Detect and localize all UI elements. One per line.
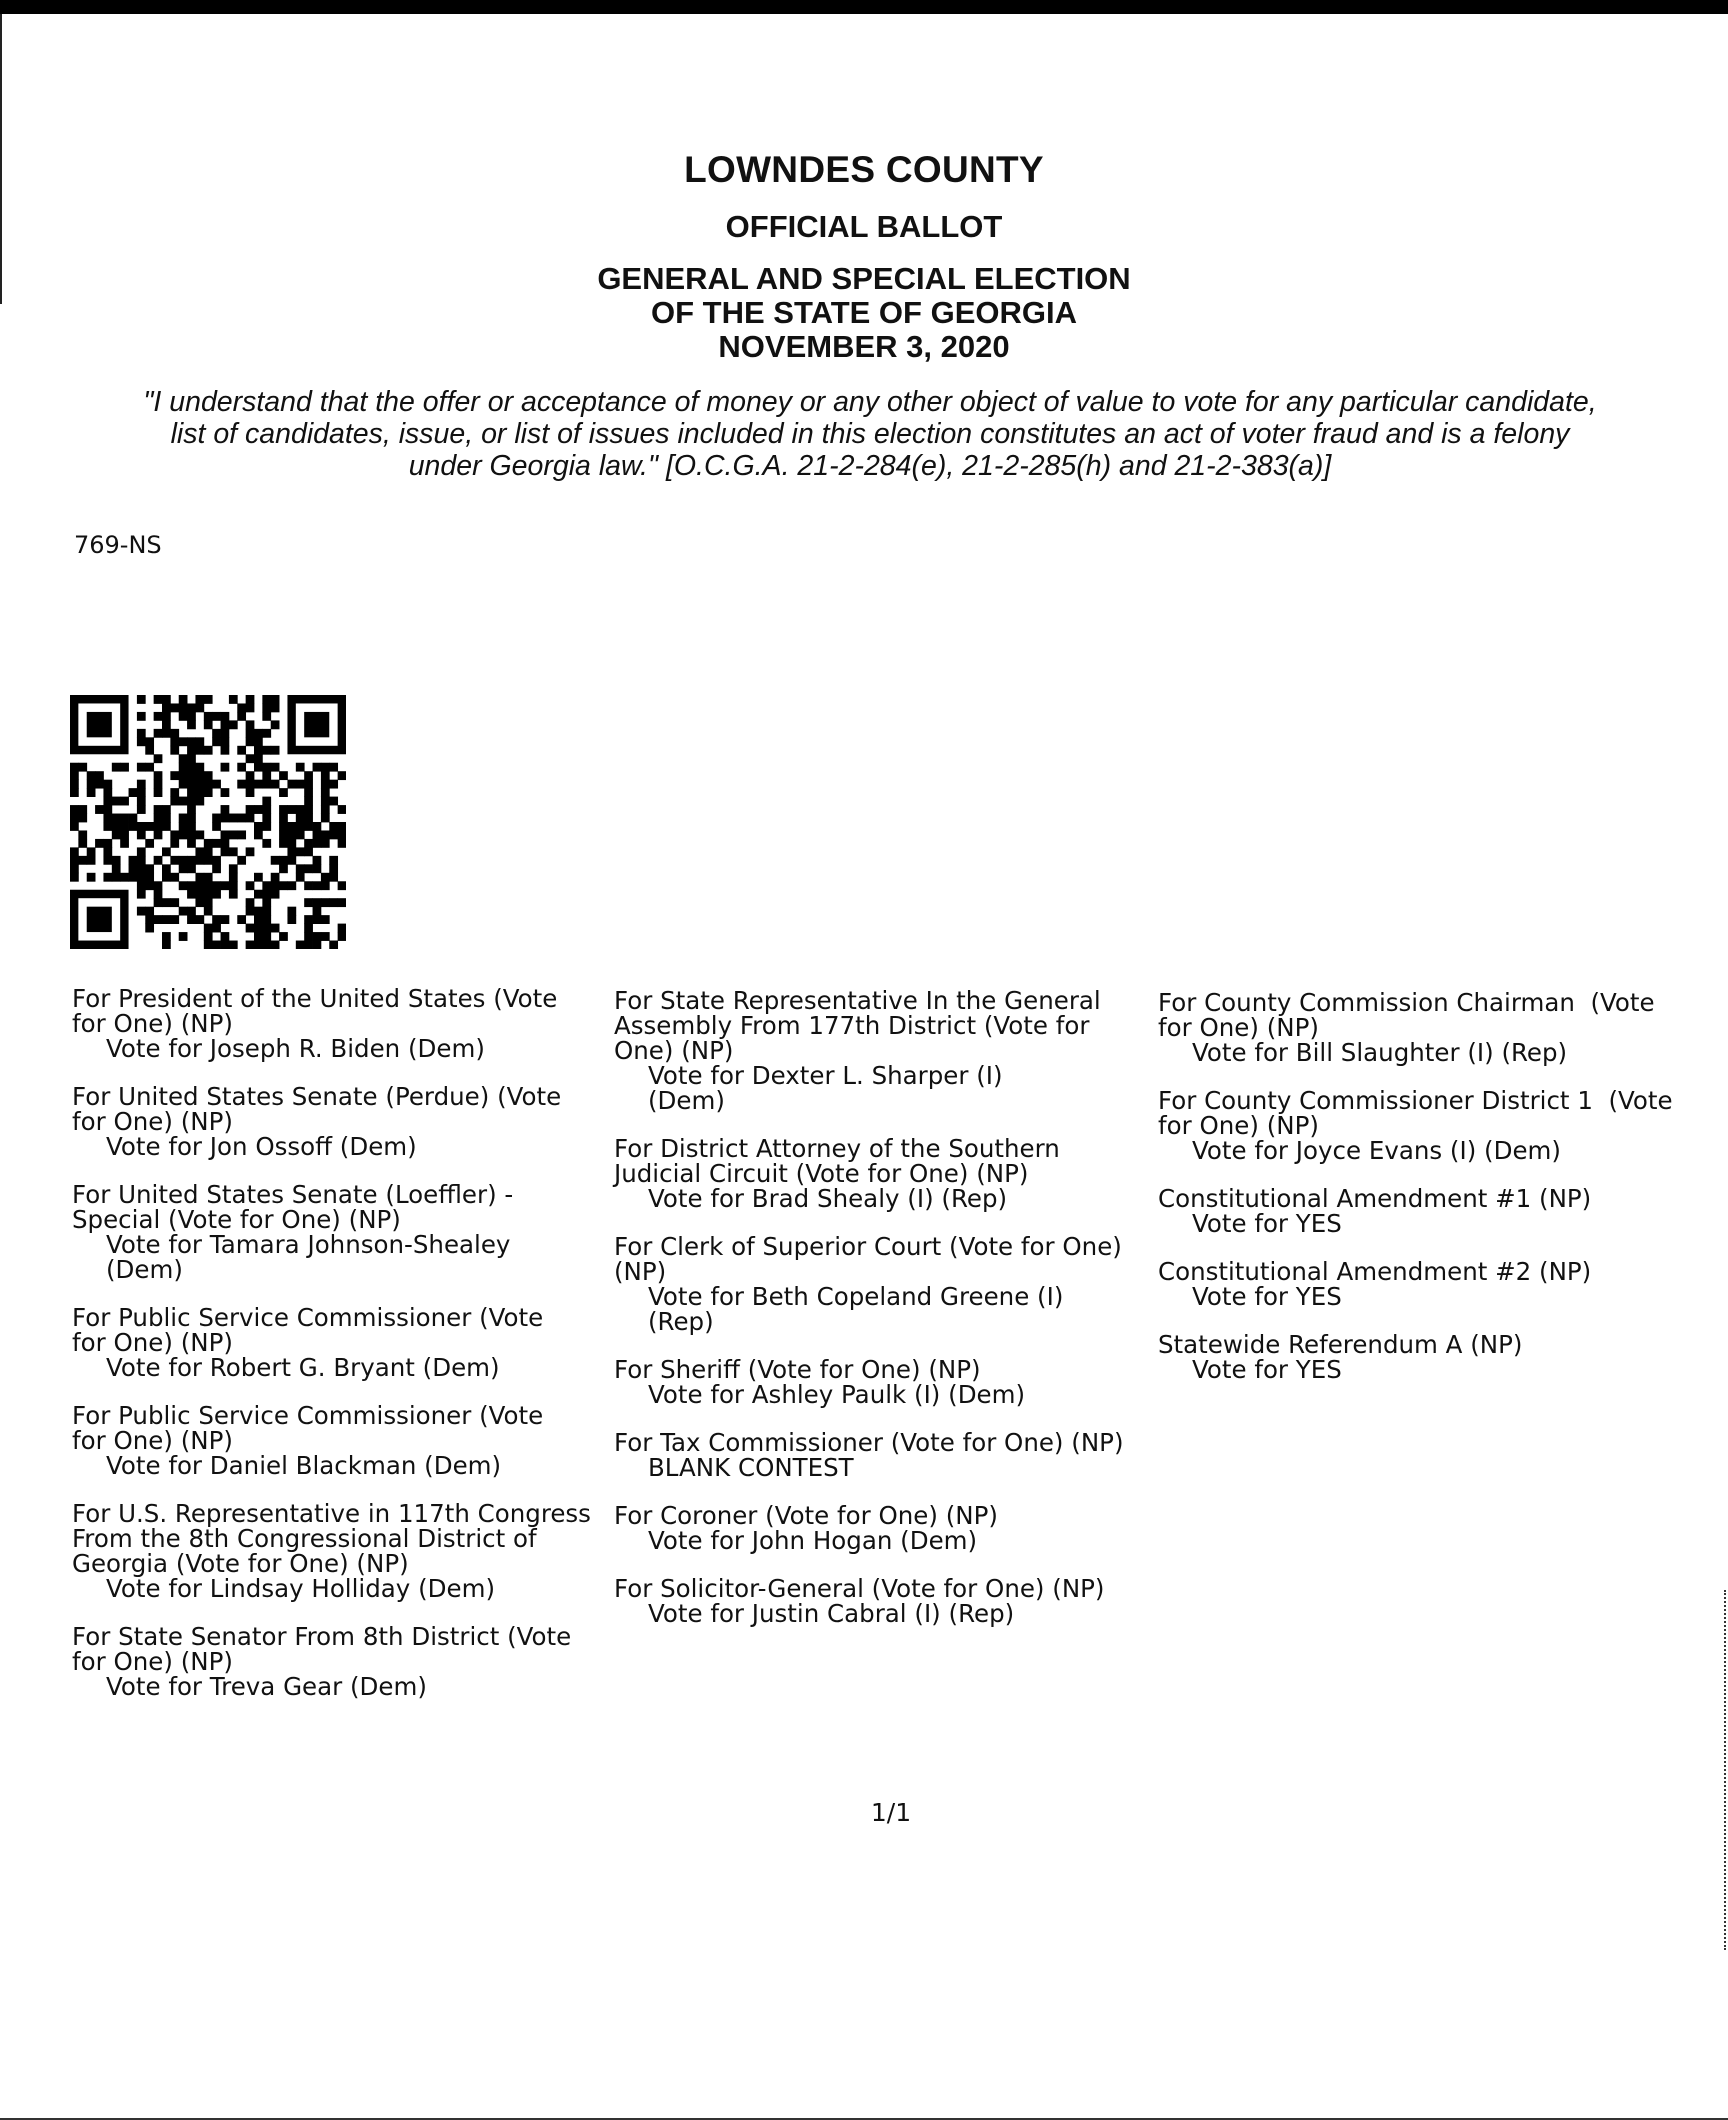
statement-line-3: under Georgia law." [O.C.G.A. 21-2-284(e), 21-2-285(h) and 21-2-383(a)] [408, 450, 1332, 482]
contest [72, 1182, 612, 1282]
contest [1158, 1186, 1728, 1236]
contest-choice: Vote for Joseph R. Biden (Dem) [106, 1034, 485, 1063]
contest-choice: Vote for Justin Cabral (I) (Rep) [648, 1599, 1015, 1628]
contest [72, 1624, 612, 1699]
contest-choice: Vote for Tamara Johnson-Shealey (Dem) [106, 1230, 511, 1284]
contest-column-1 [72, 986, 612, 1722]
contest-choice: Vote for Robert G. Bryant (Dem) [106, 1353, 500, 1382]
contest [72, 1403, 612, 1478]
contest [614, 1503, 1154, 1553]
contest [1158, 990, 1728, 1065]
contest [614, 1234, 1154, 1334]
contest-choice: Vote for Lindsay Holliday (Dem) [106, 1574, 495, 1603]
contest-title: Statewide Referendum A (NP) [1158, 1330, 1523, 1359]
contest-choice: Vote for YES [1192, 1282, 1342, 1311]
scan-edge-top [0, 0, 1728, 14]
contest-title: For State Senator From 8th District (Vote for One) (NP) [72, 1622, 572, 1676]
contest-choice: Vote for Daniel Blackman (Dem) [106, 1451, 502, 1480]
contest-choice: Vote for Ashley Paulk (I) (Dem) [648, 1380, 1026, 1409]
ballot-header [0, 148, 1728, 364]
contest [1158, 1259, 1728, 1309]
contest-choice: Vote for YES [1192, 1355, 1342, 1384]
contest-title: Constitutional Amendment #1 (NP) [1158, 1184, 1592, 1213]
contest-choice: BLANK CONTEST [648, 1453, 854, 1482]
contest-title: For President of the United States (Vote for One) (NP) [72, 984, 558, 1038]
contest-choice: Vote for Joyce Evans (I) (Dem) [1192, 1136, 1561, 1165]
ballot-type: OFFICIAL BALLOT [725, 209, 1003, 244]
voter-fraud-statement [70, 386, 1670, 482]
contest-column-2 [614, 988, 1154, 1649]
contest-choice: Vote for Treva Gear (Dem) [106, 1672, 427, 1701]
contest-title: Constitutional Amendment #2 (NP) [1158, 1257, 1592, 1286]
contest [614, 1576, 1154, 1626]
contest-title: For Public Service Commissioner (Vote for One) (NP) [72, 1401, 544, 1455]
contest-title: For Coroner (Vote for One) (NP) [614, 1501, 998, 1530]
contest [614, 1357, 1154, 1407]
contest-title: For Sheriff (Vote for One) (NP) [614, 1355, 981, 1384]
contest-title: For U.S. Representative in 117th Congress From the 8th Congressional District of Georgia (Vote for One) (NP) [72, 1499, 591, 1578]
contest-title: For County Commissioner District 1 (Vote for One) (NP) [1158, 1086, 1673, 1140]
contest-title: For State Representative In the General Assembly From 177th District (Vote for One) (NP) [614, 986, 1101, 1065]
contest [1158, 1332, 1728, 1382]
statement-line-1: "I understand that the offer or acceptance of money or any other object of value to vote for any particular candidate, [143, 386, 1597, 418]
election-title-line-1: GENERAL AND SPECIAL ELECTION [597, 261, 1131, 296]
contest-choice: Vote for Jon Ossoff (Dem) [106, 1132, 417, 1161]
contest-title: For Tax Commissioner (Vote for One) (NP) [614, 1428, 1124, 1457]
contest-choice: Vote for Brad Shealy (I) (Rep) [648, 1184, 1008, 1213]
contest-choice: Vote for Beth Copeland Greene (I) (Rep) [648, 1282, 1064, 1336]
contest [72, 986, 612, 1061]
contest-choice: Vote for Bill Slaughter (I) (Rep) [1192, 1038, 1568, 1067]
contest [72, 1305, 612, 1380]
contest-title: For District Attorney of the Southern Judicial Circuit (Vote for One) (NP) [614, 1134, 1060, 1188]
contest-column-3 [1158, 990, 1728, 1405]
page-number: 1/1 [870, 1798, 912, 1827]
scan-edge-right [1722, 1590, 1726, 1950]
qr-code-icon [70, 695, 346, 949]
election-title-line-2: OF THE STATE OF GEORGIA [651, 295, 1077, 330]
contest-title: For Public Service Commissioner (Vote for One) (NP) [72, 1303, 544, 1357]
contest [614, 988, 1154, 1113]
contest-title: For County Commission Chairman (Vote for One) (NP) [1158, 990, 1655, 1042]
election-date: NOVEMBER 3, 2020 [718, 329, 1010, 364]
contest [614, 1430, 1154, 1480]
contest-choice: Vote for Dexter L. Sharper (I) (Dem) [648, 1061, 1003, 1115]
contest-title: For United States Senate (Loeffler) - Special (Vote for One) (NP) [72, 1180, 514, 1234]
statement-line-2: list of candidates, issue, or list of issues included in this election constitutes an act of voter fraud and is a felony [170, 418, 1570, 450]
contest-title: For Clerk of Superior Court (Vote for One) (NP) [614, 1232, 1122, 1286]
contest [72, 1084, 612, 1159]
ballot-style-code: 769-NS [74, 531, 162, 559]
contest [1158, 1088, 1728, 1163]
contest-title: For Solicitor-General (Vote for One) (NP) [614, 1574, 1105, 1603]
contest-choice: Vote for YES [1192, 1209, 1342, 1238]
county-title: LOWNDES COUNTY [684, 149, 1044, 190]
contest-title: For United States Senate (Perdue) (Vote for One) (NP) [72, 1082, 562, 1136]
contest [72, 1501, 612, 1601]
contest-choice: Vote for John Hogan (Dem) [648, 1526, 978, 1555]
contest [614, 1136, 1154, 1211]
